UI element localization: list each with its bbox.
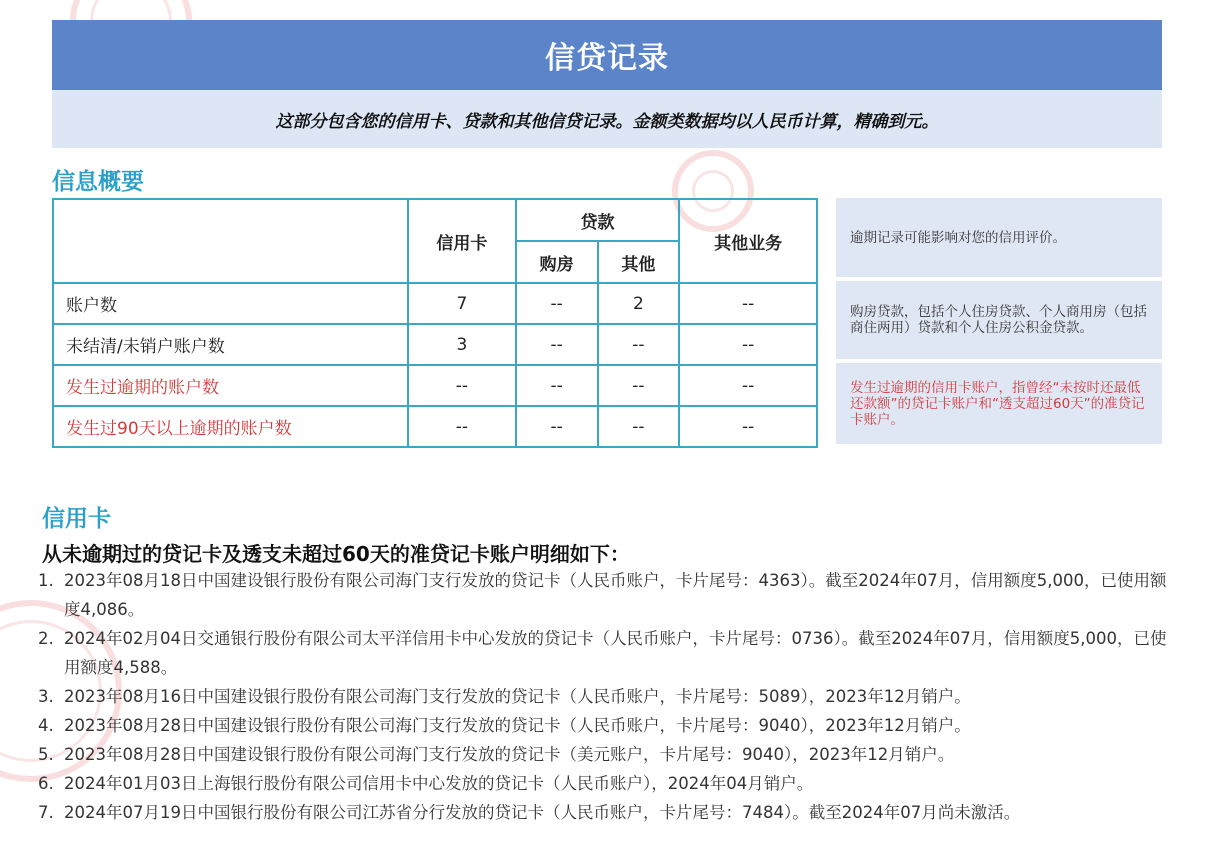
col-header-loan-house: 购房 (516, 241, 598, 283)
list-item-index: 3. (38, 687, 54, 706)
table-row (53, 365, 817, 406)
row-label: 发生过90天以上逾期的账户数 (53, 406, 408, 447)
col-header-loan: 贷款 (516, 199, 680, 241)
list-item-index: 1. (38, 571, 54, 590)
cell-credit-card: 7 (408, 283, 516, 324)
cell-loan-other: 2 (598, 283, 680, 324)
row-label: 发生过逾期的账户数 (53, 365, 408, 406)
row-label: 账户数 (53, 283, 408, 324)
overview-table (52, 198, 818, 448)
note-box: 逾期记录可能影响对您的信用评价。 (836, 198, 1162, 277)
list-item (30, 682, 1175, 711)
list-item (30, 798, 1175, 827)
list-item-index: 5. (38, 745, 54, 764)
cell-loan-other: -- (598, 365, 680, 406)
note-box-warning: 发生过逾期的信用卡账户，指曾经“未按时还最低还款额”的贷记卡账户和“透支超过60天”的准贷记卡账户。 (836, 363, 1162, 444)
overview-notes (836, 198, 1162, 448)
table-row (53, 283, 817, 324)
list-item (30, 740, 1175, 769)
cell-other-business: -- (679, 283, 817, 324)
cell-credit-card: 3 (408, 324, 516, 365)
cell-loan-other: -- (598, 406, 680, 447)
page-subtitle: 这部分包含您的信用卡、贷款和其他信贷记录。金额类数据均以人民币计算，精确到元。 (52, 90, 1162, 148)
list-item (30, 624, 1175, 682)
list-item (30, 566, 1175, 624)
cell-other-business: -- (679, 406, 817, 447)
list-item-index: 7. (38, 803, 54, 822)
table-row (53, 406, 817, 447)
list-item-text: 2024年01月03日上海银行股份有限公司信用卡中心发放的贷记卡（人民币账户），2024年04月销户。 (64, 774, 814, 793)
row-label: 未结清/未销户账户数 (53, 324, 408, 365)
page-title: 信贷记录 (52, 20, 1162, 90)
list-item-text: 2024年07月19日中国银行股份有限公司江苏省分行发放的贷记卡（人民币账户，卡片尾号：7484）。截至2024年07月尚未激活。 (64, 803, 1021, 822)
list-item-text: 2023年08月28日中国建设银行股份有限公司海门支行发放的贷记卡（人民币账户，卡片尾号：9040），2023年12月销户。 (64, 716, 971, 735)
list-item-index: 6. (38, 774, 54, 793)
col-header-credit-card: 信用卡 (408, 199, 516, 283)
cell-other-business: -- (679, 365, 817, 406)
col-header-other-business: 其他业务 (679, 199, 817, 283)
cell-loan-house: -- (516, 365, 598, 406)
table-row (53, 324, 817, 365)
cell-other-business: -- (679, 324, 817, 365)
table-corner-cell (53, 199, 408, 283)
list-item-text: 2023年08月18日中国建设银行股份有限公司海门支行发放的贷记卡（人民币账户，卡片尾号：4363）。截至2024年07月，信用额度5,000，已使用额度4,086。 (64, 571, 1167, 619)
overview-heading: 信息概要 (52, 169, 144, 195)
list-item-text: 2023年08月16日中国建设银行股份有限公司海门支行发放的贷记卡（人民币账户，卡片尾号：5089），2023年12月销户。 (64, 687, 971, 706)
note-box: 购房贷款，包括个人住房贷款、个人商用房（包括商住两用）贷款和个人住房公积金贷款。 (836, 281, 1162, 359)
cell-credit-card: -- (408, 365, 516, 406)
cell-loan-other: -- (598, 324, 680, 365)
list-item-text: 2023年08月28日中国建设银行股份有限公司海门支行发放的贷记卡（美元账户，卡片尾号：9040），2023年12月销户。 (64, 745, 955, 764)
cell-loan-house: -- (516, 324, 598, 365)
cell-credit-card: -- (408, 406, 516, 447)
credit-card-subheading: 从未逾期过的贷记卡及透支未超过60天的准贷记卡账户明细如下： (42, 542, 630, 566)
list-item-text: 2024年02月04日交通银行股份有限公司太平洋信用卡中心发放的贷记卡（人民币账户，卡片尾号：0736）。截至2024年07月，信用额度5,000，已使用额度4,588。 (64, 629, 1167, 677)
cell-loan-house: -- (516, 406, 598, 447)
col-header-loan-other: 其他 (598, 241, 680, 283)
list-item (30, 711, 1175, 740)
cell-loan-house: -- (516, 283, 598, 324)
list-item-index: 2. (38, 629, 54, 648)
credit-card-heading: 信用卡 (42, 506, 111, 532)
credit-card-list (30, 566, 1175, 827)
list-item-index: 4. (38, 716, 54, 735)
list-item (30, 769, 1175, 798)
